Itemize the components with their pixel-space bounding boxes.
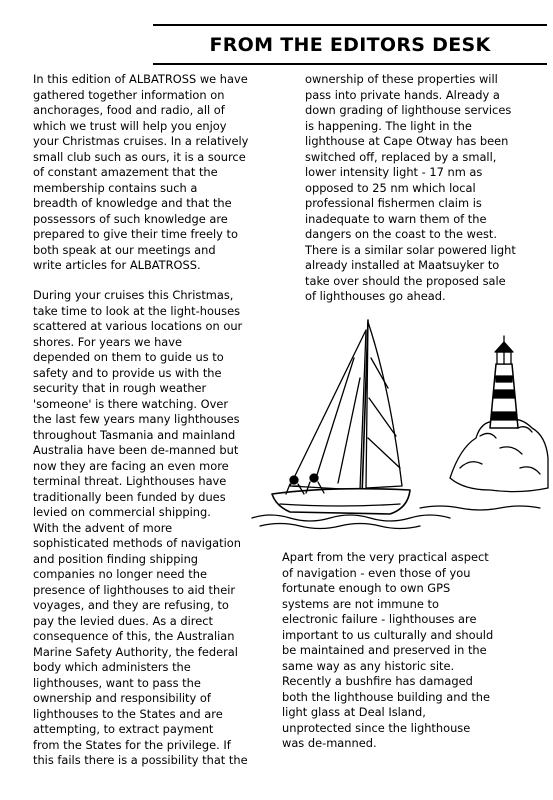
text-line: unprotected since the lighthouse bbox=[282, 720, 471, 735]
text-line: body which administers the bbox=[33, 660, 191, 674]
text-line: membership contains such a bbox=[33, 180, 198, 195]
text-line: of navigation - even those of you bbox=[282, 565, 471, 580]
text-line: depended on them to guide us to bbox=[33, 350, 224, 364]
text-line: the last few years many lighthouses bbox=[33, 412, 240, 426]
text-line: electronic failure - lighthouses are bbox=[282, 612, 477, 626]
text-line: Australia have been de-manned but bbox=[33, 443, 239, 457]
header-rule-top bbox=[153, 24, 547, 26]
text-line: presence of lighthouses to aid their bbox=[33, 582, 236, 597]
text-line: scattered at various locations on our bbox=[33, 319, 243, 333]
text-line: consequence of this, the Australian bbox=[33, 629, 235, 643]
text-line: important to us culturally and should bbox=[282, 627, 494, 642]
text-line: now they are facing an even more bbox=[33, 458, 229, 473]
text-line: pass into private hands. Already a bbox=[305, 87, 500, 102]
text-line: dangers on the coast to the west. bbox=[305, 227, 497, 241]
text-line: of constant amazement that the bbox=[33, 165, 218, 179]
text-line: attempting, to extract payment bbox=[33, 722, 214, 736]
text-line: ownership of these properties will bbox=[305, 72, 498, 86]
text-line: During your cruises this Christmas, bbox=[33, 288, 234, 302]
text-line: levied on commercial shipping. bbox=[33, 505, 211, 519]
text-line: fortunate enough to own GPS bbox=[282, 581, 451, 595]
sailboat-lighthouse-illustration bbox=[250, 318, 550, 533]
text-line: shores. For years we have bbox=[33, 334, 183, 349]
text-line: pay the levied dues. As a direct bbox=[33, 613, 213, 628]
text-line: take time to look at the light-houses bbox=[33, 303, 241, 318]
text-line: There is a similar solar powered light bbox=[305, 242, 516, 257]
text-line: this fails there is a possibility that the bbox=[33, 753, 248, 767]
text-line: In this edition of ALBATROSS we have bbox=[33, 72, 248, 86]
text-line: prepared to give their time freely to bbox=[33, 227, 238, 241]
text-line: small club such as ours, it is a source bbox=[33, 149, 246, 164]
text-line: Recently a bushfire has damaged bbox=[282, 674, 473, 688]
text-line: throughout Tasmania and mainland bbox=[33, 427, 236, 442]
text-line: is happening. The light in the bbox=[305, 118, 472, 133]
paragraph-downgrading bbox=[305, 72, 516, 305]
text-line: inadequate to warn them of the bbox=[305, 211, 487, 226]
paragraph-lighthouses bbox=[33, 288, 248, 769]
text-line: be maintained and preserved in the bbox=[282, 643, 487, 657]
text-line: already installed at Maatsuyker to bbox=[305, 258, 500, 272]
text-line: write articles for ALBATROSS. bbox=[33, 258, 201, 272]
text-line: opposed to 25 nm which local bbox=[305, 180, 476, 195]
text-line: security that in rough weather bbox=[33, 381, 207, 395]
text-line: gathered together information on bbox=[33, 87, 225, 102]
text-line: which we trust will help you enjoy bbox=[33, 118, 227, 133]
text-line: your Christmas cruises. In a relatively bbox=[33, 134, 249, 148]
text-line: systems are not immune to bbox=[282, 596, 439, 611]
text-line: With the advent of more bbox=[33, 520, 173, 535]
text-line: lighthouse at Cape Otway has been bbox=[305, 134, 509, 148]
text-line: possessors of such knowledge are bbox=[33, 211, 228, 226]
text-line: 'someone' is there watching. Over bbox=[33, 396, 229, 411]
text-line: companies no longer need the bbox=[33, 567, 207, 581]
text-line: traditionally been funded by dues bbox=[33, 489, 226, 504]
text-line: and position finding shipping bbox=[33, 551, 199, 566]
text-line: both the lighthouse building and the bbox=[282, 689, 491, 704]
text-line: lighthouses, want to pass the bbox=[33, 675, 201, 690]
header-rule-bottom bbox=[153, 63, 547, 65]
text-line: voyages, and they are refusing, to bbox=[33, 598, 229, 612]
text-line: switched off, replaced by a small, bbox=[305, 149, 497, 164]
text-line: both speak at our meetings and bbox=[33, 242, 216, 257]
text-line: of lighthouses go ahead. bbox=[305, 289, 446, 303]
paragraph-intro bbox=[33, 72, 248, 274]
text-line: sophisticated methods of navigation bbox=[33, 536, 241, 550]
text-line: professional fishermen claim is bbox=[305, 196, 482, 210]
text-line: same way as any historic site. bbox=[282, 658, 455, 673]
text-line: down grading of lighthouse services bbox=[305, 103, 512, 117]
text-line: Apart from the very practical aspect bbox=[282, 550, 489, 564]
text-line: was de-manned. bbox=[282, 736, 377, 750]
text-line: safety and to provide us with the bbox=[33, 365, 222, 380]
text-line: breadth of knowledge and that the bbox=[33, 196, 232, 210]
text-line: from the States for the privilege. If bbox=[33, 737, 231, 752]
text-line: anchorages, food and radio, all of bbox=[33, 103, 225, 117]
page-title: FROM THE EDITORS DESK bbox=[209, 34, 491, 56]
text-line: Marine Safety Authority, the federal bbox=[33, 644, 238, 659]
text-line: lower intensity light - 17 nm as bbox=[305, 165, 483, 179]
text-line: terminal threat. Lighthouses have bbox=[33, 474, 227, 488]
text-line: lighthouses to the States and are bbox=[33, 706, 223, 721]
text-line: light glass at Deal Island, bbox=[282, 705, 426, 719]
text-line: ownership and responsibility of bbox=[33, 691, 211, 705]
paragraph-heritage bbox=[282, 550, 493, 752]
text-line: take over should the proposed sale bbox=[305, 273, 506, 288]
